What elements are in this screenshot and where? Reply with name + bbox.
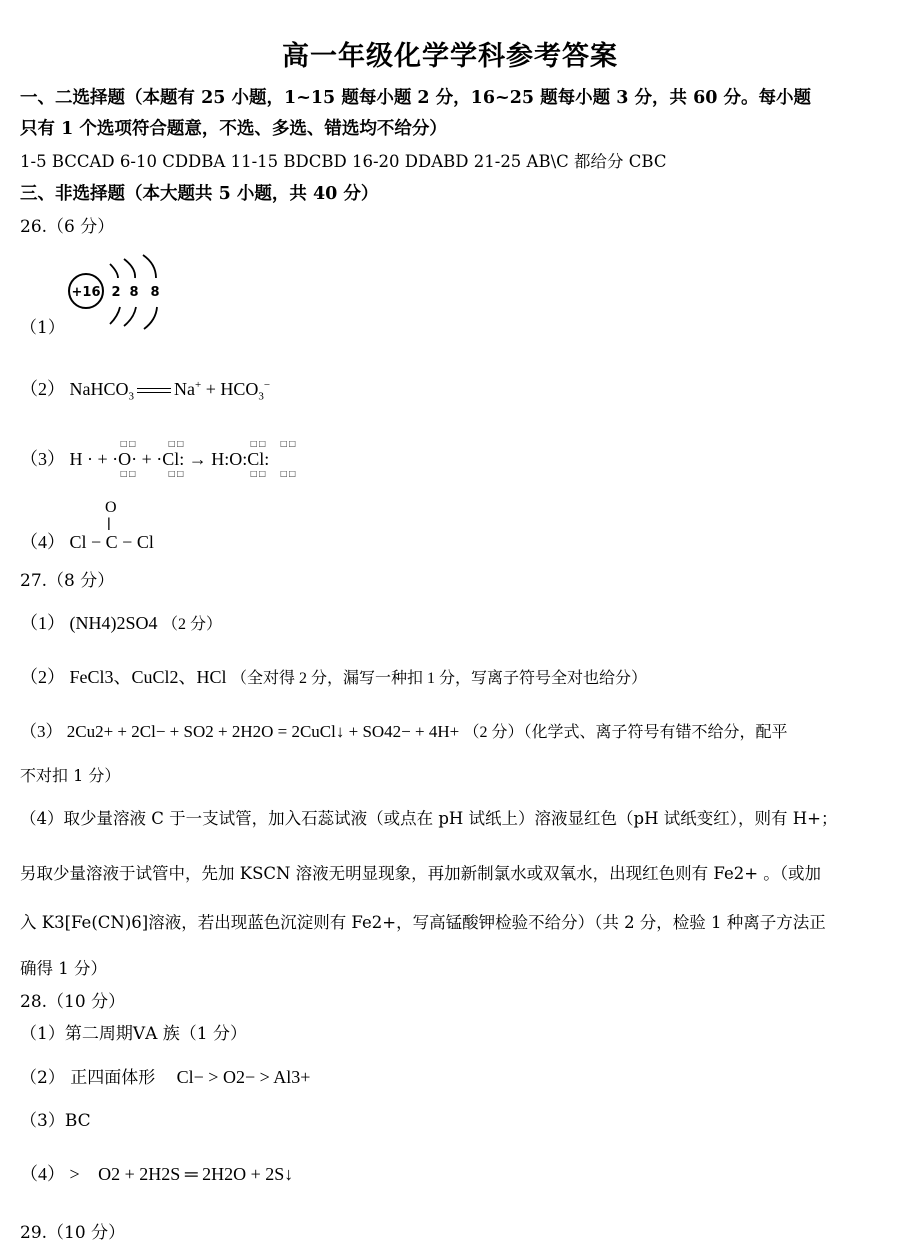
electron-pair-marks-bottom-4: □□ <box>280 469 298 478</box>
nucleus-charge: +16 <box>71 285 101 300</box>
q28-part3: （3）BC <box>20 1111 91 1131</box>
section1-instructions-line1: 一、二选择题（本题有 25 小题，1~15 题每小题 2 分，16~25 题每小题 3 分，共 60 分。每小题 <box>20 88 812 108</box>
page-title: 高一年级化学学科参考答案 <box>282 41 618 72</box>
section3-heading: 三、非选择题（本大题共 5 小题，共 40 分） <box>20 184 379 204</box>
q28-header: 28.（10 分） <box>20 992 126 1012</box>
q27-header: 27.（8 分） <box>20 571 115 591</box>
q27-part4-line1: （4）取少量溶液 C 于一支试管，加入石蕊试液（或点在 pH 试纸上）溶液显红色（pH 试纸变红），则有 H+； <box>20 809 838 828</box>
molecular-shape: 正四面体形 <box>70 1068 156 1088</box>
carbonyl-double-bond: || <box>107 516 109 531</box>
shell-arc-1-bottom <box>110 307 120 324</box>
q28-part2 <box>20 1066 310 1089</box>
electron-pair-marks-bottom-2: □□ <box>168 469 186 478</box>
q26-part3-label: （3） <box>20 449 65 469</box>
q28-part1: （1）第二周期ⅤA 族（1 分） <box>20 1024 247 1044</box>
shell-arc-2-top <box>124 259 135 278</box>
q27-part4-line3: 入 K3[Fe(CN)6]溶液，若出现蓝色沉淀则有 Fe2+，写高锰酸钾检验不给分）（共 2 分，检验 1 种离子方法正 <box>20 913 826 932</box>
q27-part2-label: （2） <box>20 667 65 687</box>
ion-radius-order: Cl− > O2− > Al3+ <box>176 1067 311 1087</box>
q26-part2: （2） NaHCO$_3$ $Na^+ + HCO_3^-$ <box>20 379 271 403</box>
q27-part3-label: （3） <box>20 722 63 741</box>
electron-pair-marks-top-1: □□ <box>120 439 138 448</box>
q27-part3-note-cont: 不对扣 1 分） <box>20 766 121 785</box>
shell-1-electrons: 2 <box>111 285 121 300</box>
q27-part3: （3） 2Cu2+ + 2Cl− + SO2 + 2H2O = 2CuCl↓ + SO42− + 4H+ （2 分）（化学式、离子符号有错不给分，配平 <box>20 722 788 741</box>
equals-sign <box>137 386 171 396</box>
section1-instructions-line2: 只有 1 个选项符合题意，不选、多选、错选均不给分） <box>20 119 447 139</box>
sulfur-ion-structure-diagram <box>60 252 180 332</box>
q28-part2-label: （2） <box>20 1068 65 1088</box>
solution-solutes: FeCl3、CuCl2、HCl <box>69 667 227 687</box>
q27-part4-line4: 确得 1 分） <box>20 959 107 978</box>
q28-part4-label: （4） <box>20 1164 65 1184</box>
shell-arc-2-bottom <box>124 307 136 326</box>
q26-part4 <box>20 531 154 553</box>
shell-2-electrons: 8 <box>129 285 139 300</box>
shell-3-electrons: 8 <box>150 285 160 300</box>
q26-header: 26.（6 分） <box>20 217 115 237</box>
q27-part1: （1） (NH4)2SO4 （2 分） <box>20 613 223 633</box>
q26-part1-label: （1） <box>20 318 65 338</box>
q27-part4-line2: 另取少量溶液于试管中，先加 KSCN 溶液无明显现象，再加新制氯水或双氧水，出现红色则有 Fe2+ 。（或加 <box>20 864 822 883</box>
redox-equation: O2 + 2H2S ═ 2H2O + 2S↓ <box>98 1164 294 1184</box>
q26-part2-label: （2） <box>20 379 65 399</box>
electron-pair-marks-bottom-1: □□ <box>120 469 138 478</box>
shell-arc-3-bottom <box>144 307 157 329</box>
electron-formula-formation: H · + ·O· + ·Cl: → H:O:Cl: <box>69 449 270 469</box>
q26-part4-label: （4） <box>20 532 65 552</box>
ammonium-sulfate-formula: (NH4)2SO4 <box>69 613 158 633</box>
q29-header: 29.（10 分） <box>20 1223 126 1243</box>
comparison-sign: > <box>69 1164 80 1184</box>
electron-pair-marks-top-2: □□ <box>168 439 186 448</box>
shell-arc-1-top <box>110 264 118 278</box>
electron-pair-marks-top-4: □□ <box>280 439 298 448</box>
q27-part2: （2） FeCl3、CuCl2、HCl （全对得 2 分，漏写一种扣 1 分，写离子符号全对也给分） <box>20 667 648 687</box>
choice-answers: 1-5 BCCAD 6-10 CDDBA 11-15 BDCBD 16-20 DDABD 21-25 AB\C 都给分 CBC <box>20 152 667 171</box>
electron-pair-marks-top-3: □□ <box>250 439 268 448</box>
ionic-equation: 2Cu2+ + 2Cl− + SO2 + 2H2O = 2CuCl↓ + SO42− + 4H+ <box>66 722 460 741</box>
phosgene-structure: Cl − C − Cl <box>69 532 154 552</box>
carbonyl-oxygen: O <box>105 499 117 516</box>
q28-part4 <box>20 1163 293 1185</box>
shell-arc-3-top <box>143 255 156 278</box>
q26-part3 <box>20 448 269 470</box>
q27-part1-label: （1） <box>20 613 65 633</box>
electron-pair-marks-bottom-3: □□ <box>250 469 268 478</box>
